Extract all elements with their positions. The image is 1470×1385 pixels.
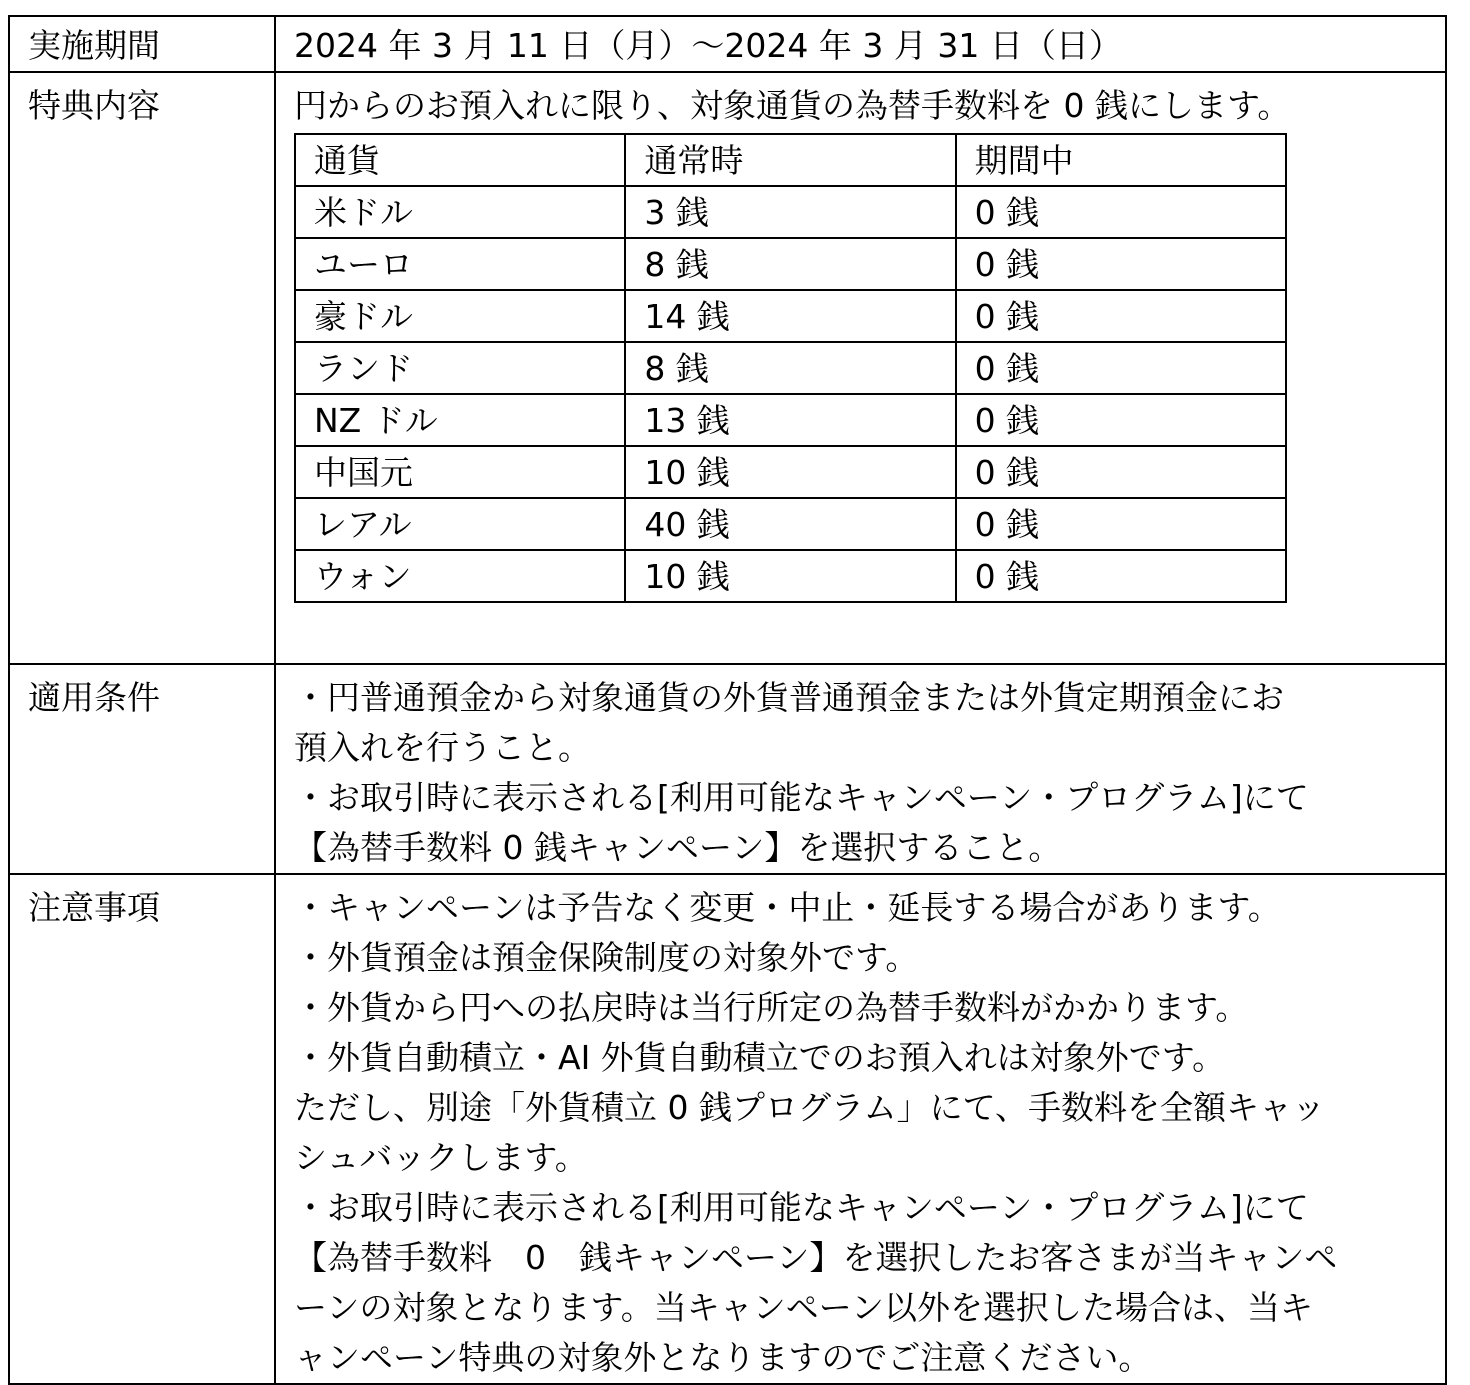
conditions-line: 【為替手数料 0 銭キャンペーン】を選択すること。 bbox=[294, 828, 1062, 867]
fee-normal: 14 銭 bbox=[625, 290, 955, 342]
notes-line: ・キャンペーンは予告なく変更・中止・延長する場合があります。 bbox=[294, 888, 1281, 927]
notes-line: ただし、別途「外貨積立 0 銭プログラム」にて、手数料を全額キャッ bbox=[294, 1088, 1325, 1127]
fee-header-normal: 通常時 bbox=[625, 134, 955, 186]
notes-line: ・お取引時に表示される[利用可能なキャンペーン・プログラム]にて bbox=[294, 1188, 1309, 1227]
fee-table-row bbox=[295, 238, 1286, 290]
notes-line: ・外貨預金は預金保険制度の対象外です。 bbox=[294, 938, 919, 977]
fee-normal: 10 銭 bbox=[625, 550, 955, 602]
fee-campaign: 0 銭 bbox=[956, 446, 1286, 498]
notes-line: ・外貨から円への払戻時は当行所定の為替手数料がかかります。 bbox=[294, 988, 1249, 1027]
notes-line: 【為替手数料 0 銭キャンペーン】を選択したお客さまが当キャンペ bbox=[294, 1238, 1338, 1277]
fee-currency: ユーロ bbox=[295, 238, 625, 290]
fee-campaign: 0 銭 bbox=[956, 290, 1286, 342]
fee-table-row bbox=[295, 498, 1286, 550]
fee-currency: NZ ドル bbox=[295, 394, 625, 446]
fee-currency: 豪ドル bbox=[295, 290, 625, 342]
notes-line: ・外貨自動積立・AI 外貨自動積立でのお預入れは対象外です。 bbox=[294, 1038, 1226, 1077]
fee-campaign: 0 銭 bbox=[956, 498, 1286, 550]
notes-row bbox=[9, 874, 1446, 1384]
notes-line: ーンの対象となります。当キャンペーン以外を選択した場合は、当キ bbox=[294, 1288, 1314, 1327]
fee-normal: 40 銭 bbox=[625, 498, 955, 550]
fee-currency: 米ドル bbox=[295, 186, 625, 238]
fee-header-currency: 通貨 bbox=[295, 134, 625, 186]
benefit-content bbox=[275, 72, 1446, 664]
conditions-label: 適用条件 bbox=[9, 664, 275, 874]
campaign-info-table bbox=[8, 15, 1447, 1385]
conditions-line: ・お取引時に表示される[利用可能なキャンペーン・プログラム]にて bbox=[294, 778, 1309, 817]
fee-normal: 10 銭 bbox=[625, 446, 955, 498]
fee-campaign: 0 銭 bbox=[956, 238, 1286, 290]
notes-content bbox=[275, 874, 1446, 1384]
fee-table bbox=[294, 133, 1287, 603]
fee-currency: ウォン bbox=[295, 550, 625, 602]
notes-line: ャンペーン特典の対象外となりますのでご注意ください。 bbox=[294, 1338, 1152, 1377]
fee-campaign: 0 銭 bbox=[956, 550, 1286, 602]
benefit-label: 特典内容 bbox=[9, 72, 275, 664]
fee-table-row bbox=[295, 446, 1286, 498]
period-value: 2024 年 3 月 11 日（月）～2024 年 3 月 31 日（日） bbox=[275, 16, 1446, 72]
conditions-line: 預入れを行うこと。 bbox=[294, 728, 591, 767]
fee-table-row bbox=[295, 290, 1286, 342]
period-label: 実施期間 bbox=[9, 16, 275, 72]
conditions-row bbox=[9, 664, 1446, 874]
fee-campaign: 0 銭 bbox=[956, 394, 1286, 446]
fee-currency: ランド bbox=[295, 342, 625, 394]
fee-normal: 13 銭 bbox=[625, 394, 955, 446]
fee-table-row bbox=[295, 394, 1286, 446]
fee-campaign: 0 銭 bbox=[956, 342, 1286, 394]
fee-table-row bbox=[295, 342, 1286, 394]
fee-campaign: 0 銭 bbox=[956, 186, 1286, 238]
period-row bbox=[9, 16, 1446, 72]
fee-table-row bbox=[295, 550, 1286, 602]
fee-currency: レアル bbox=[295, 498, 625, 550]
conditions-line: ・円普通預金から対象通貨の外貨普通預金または外貨定期預金にお bbox=[294, 678, 1284, 717]
fee-table-header bbox=[295, 134, 1286, 186]
fee-header-campaign: 期間中 bbox=[956, 134, 1286, 186]
fee-normal: 8 銭 bbox=[625, 342, 955, 394]
fee-normal: 8 銭 bbox=[625, 238, 955, 290]
fee-normal: 3 銭 bbox=[625, 186, 955, 238]
notes-label: 注意事項 bbox=[9, 874, 275, 1384]
fee-currency: 中国元 bbox=[295, 446, 625, 498]
benefit-intro: 円からのお預入れに限り、対象通貨の為替手数料を 0 銭にします。 bbox=[294, 86, 1291, 125]
conditions-content bbox=[275, 664, 1446, 874]
benefit-row bbox=[9, 72, 1446, 664]
notes-line: シュバックします。 bbox=[294, 1138, 588, 1177]
fee-table-row bbox=[295, 186, 1286, 238]
